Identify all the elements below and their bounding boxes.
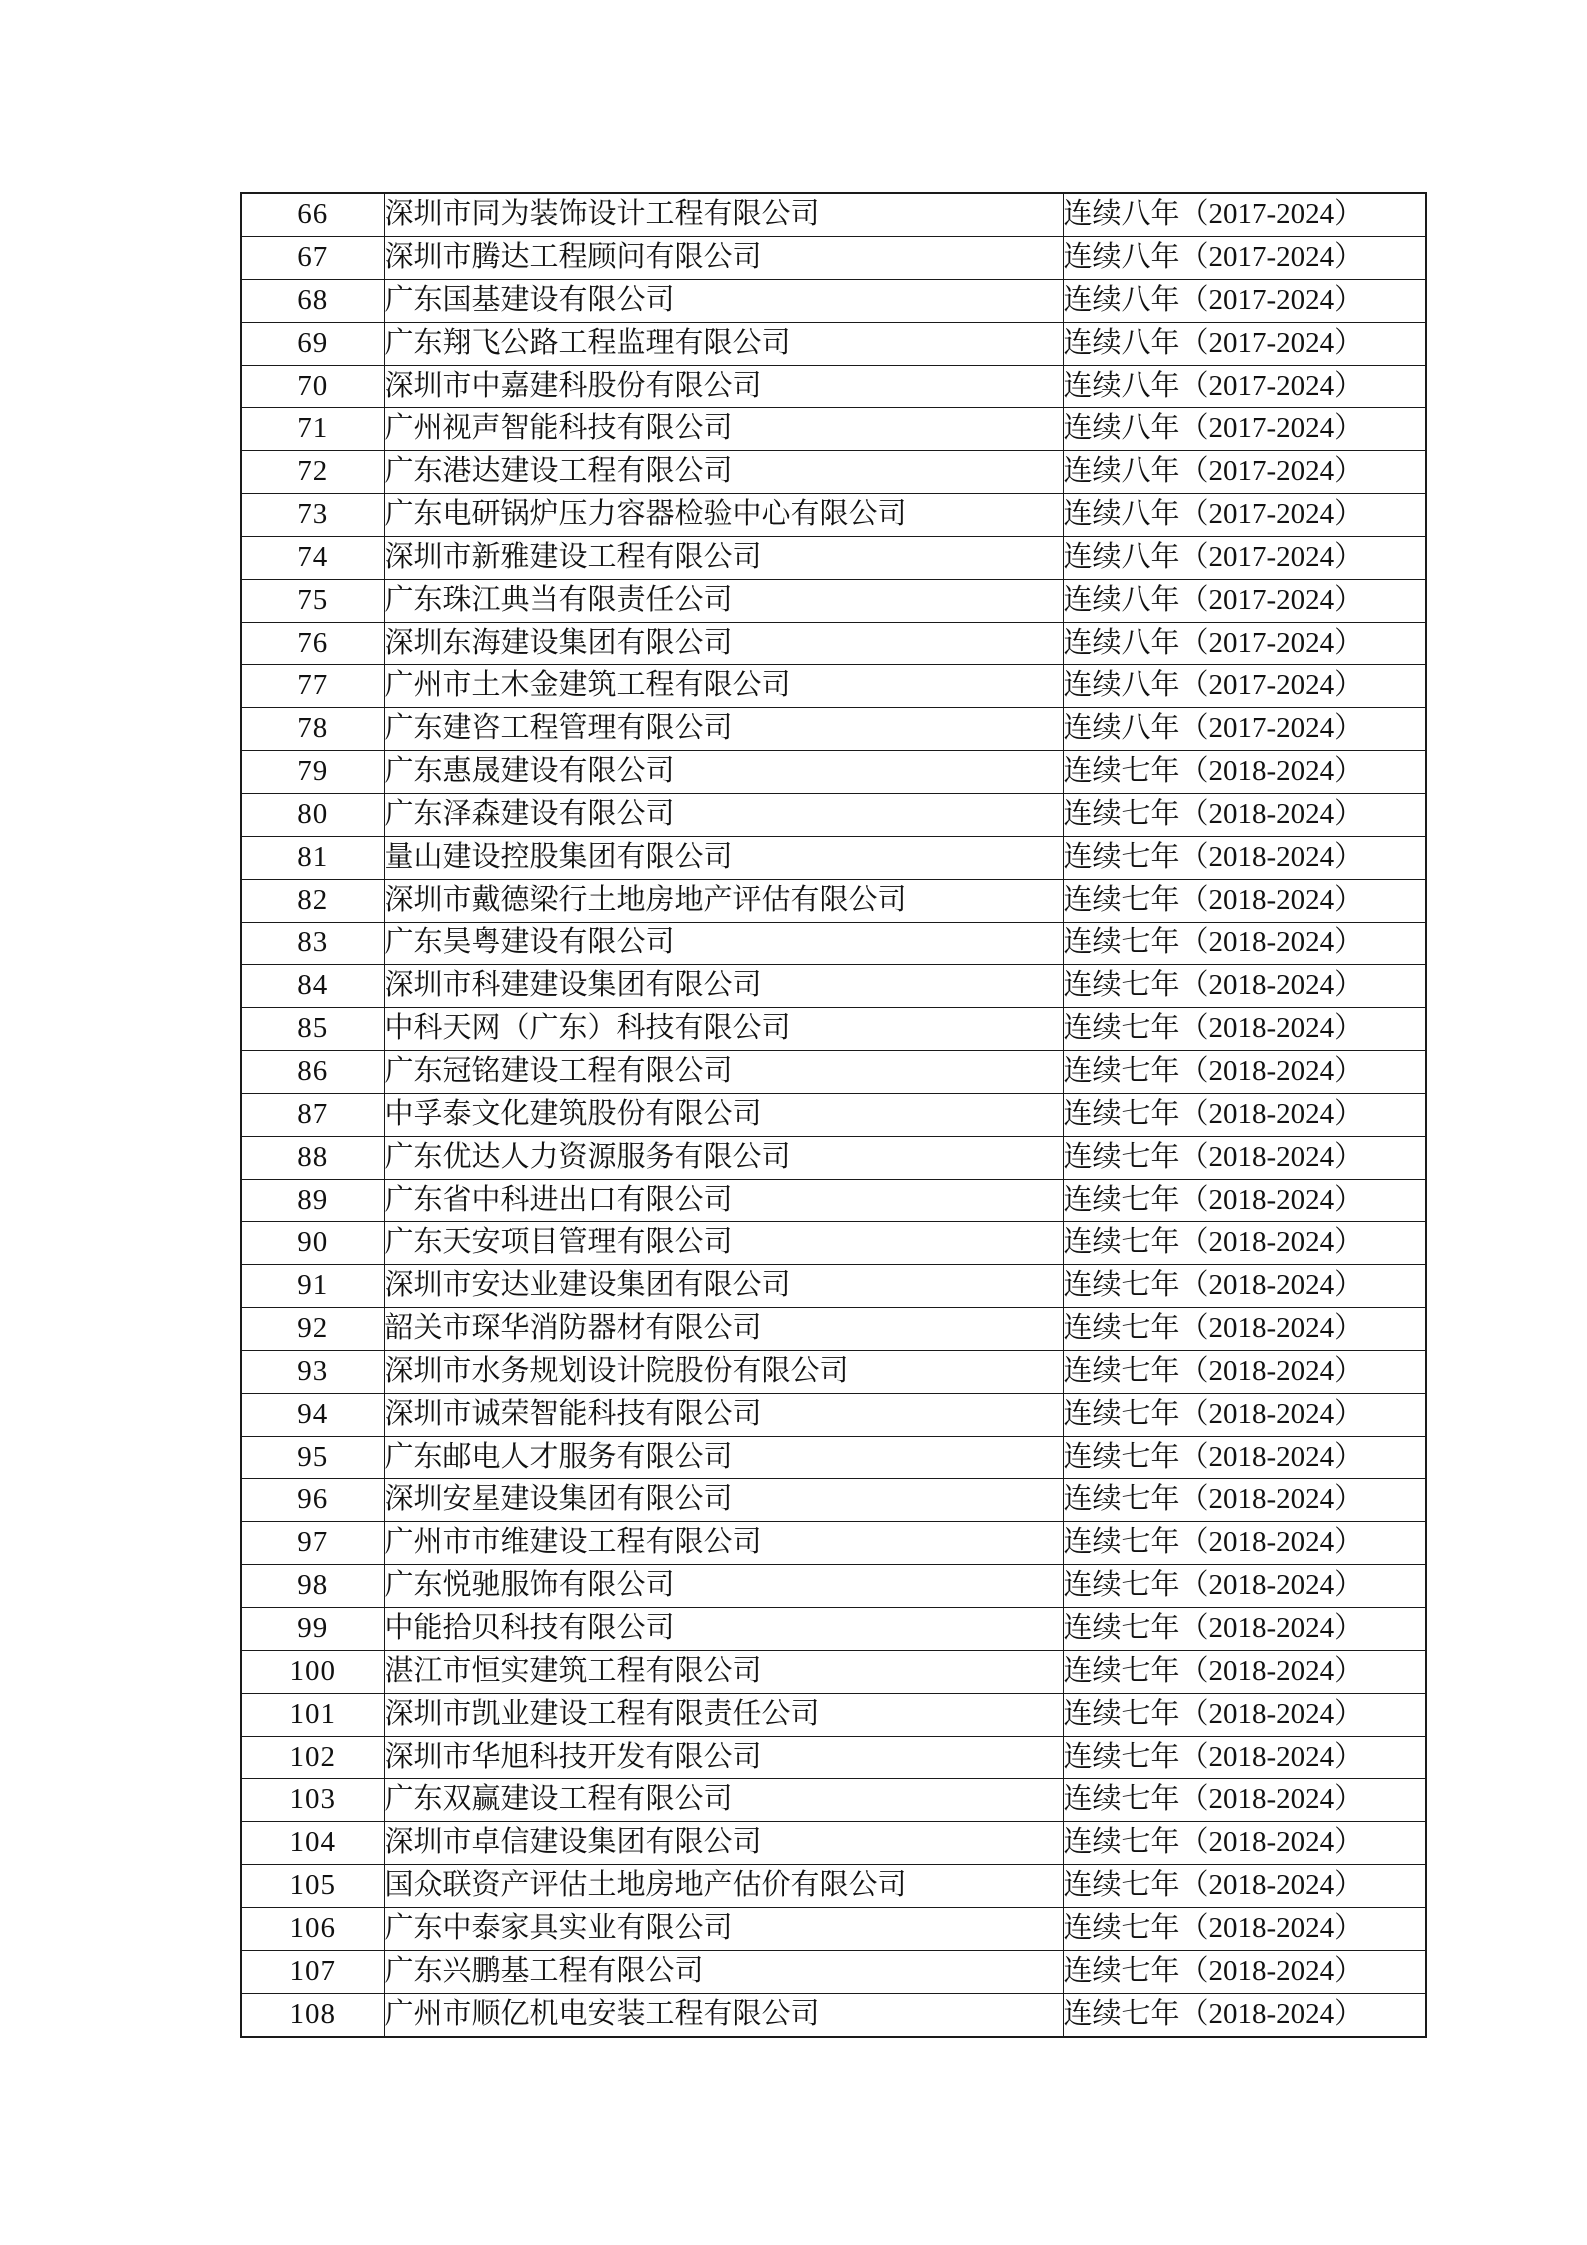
cell-row-number: 68 [241,279,384,322]
cell-company-name: 中科天网（广东）科技有限公司 [384,1008,1063,1051]
cell-company-name: 广东省中科进出口有限公司 [384,1179,1063,1222]
cell-company-name: 深圳市华旭科技开发有限公司 [384,1736,1063,1779]
cell-company-name: 广东惠晟建设有限公司 [384,751,1063,794]
cell-consecutive-years: 连续七年（2018-2024） [1063,879,1426,922]
cell-consecutive-years: 连续七年（2018-2024） [1063,1051,1426,1094]
cell-company-name: 广东优达人力资源服务有限公司 [384,1136,1063,1179]
table-row [241,1736,1426,1779]
cell-consecutive-years: 连续七年（2018-2024） [1063,1779,1426,1822]
cell-row-number: 84 [241,965,384,1008]
cell-row-number: 76 [241,622,384,665]
cell-row-number: 100 [241,1650,384,1693]
table-row [241,322,1426,365]
table-row [241,237,1426,280]
cell-company-name: 广东港达建设工程有限公司 [384,451,1063,494]
cell-row-number: 85 [241,1008,384,1051]
cell-row-number: 74 [241,536,384,579]
cell-company-name: 深圳市诚荣智能科技有限公司 [384,1393,1063,1436]
cell-consecutive-years: 连续八年（2017-2024） [1063,322,1426,365]
cell-consecutive-years: 连续七年（2018-2024） [1063,1907,1426,1950]
cell-row-number: 80 [241,793,384,836]
table-row [241,1136,1426,1179]
table-row [241,1222,1426,1265]
table-row [241,1436,1426,1479]
cell-row-number: 86 [241,1051,384,1094]
table-row [241,1008,1426,1051]
cell-row-number: 77 [241,665,384,708]
cell-consecutive-years: 连续八年（2017-2024） [1063,279,1426,322]
cell-company-name: 广东中泰家具实业有限公司 [384,1907,1063,1950]
company-table [240,192,1427,2038]
table-row [241,579,1426,622]
cell-consecutive-years: 连续七年（2018-2024） [1063,1693,1426,1736]
cell-consecutive-years: 连续七年（2018-2024） [1063,1565,1426,1608]
cell-consecutive-years: 连续七年（2018-2024） [1063,1608,1426,1651]
table-row [241,1907,1426,1950]
cell-consecutive-years: 连续七年（2018-2024） [1063,1822,1426,1865]
cell-company-name: 湛江市恒实建筑工程有限公司 [384,1650,1063,1693]
table-row [241,193,1426,237]
cell-row-number: 103 [241,1779,384,1822]
cell-consecutive-years: 连续七年（2018-2024） [1063,1865,1426,1908]
cell-company-name: 广东国基建设有限公司 [384,279,1063,322]
cell-row-number: 106 [241,1907,384,1950]
cell-consecutive-years: 连续七年（2018-2024） [1063,1222,1426,1265]
cell-company-name: 广东建咨工程管理有限公司 [384,708,1063,751]
cell-company-name: 国众联资产评估土地房地产估价有限公司 [384,1865,1063,1908]
cell-row-number: 105 [241,1865,384,1908]
cell-row-number: 95 [241,1436,384,1479]
cell-company-name: 深圳市戴德梁行土地房地产评估有限公司 [384,879,1063,922]
cell-consecutive-years: 连续八年（2017-2024） [1063,579,1426,622]
table-row [241,836,1426,879]
cell-row-number: 71 [241,408,384,451]
cell-consecutive-years: 连续七年（2018-2024） [1063,1350,1426,1393]
cell-row-number: 70 [241,365,384,408]
cell-row-number: 108 [241,1993,384,2037]
table-row [241,1265,1426,1308]
cell-row-number: 89 [241,1179,384,1222]
table-row [241,494,1426,537]
cell-consecutive-years: 连续七年（2018-2024） [1063,1522,1426,1565]
cell-company-name: 深圳东海建设集团有限公司 [384,622,1063,665]
cell-company-name: 深圳市水务规划设计院股份有限公司 [384,1350,1063,1393]
table-row [241,665,1426,708]
cell-row-number: 83 [241,922,384,965]
cell-company-name: 深圳市卓信建设集团有限公司 [384,1822,1063,1865]
cell-row-number: 82 [241,879,384,922]
table-row [241,1993,1426,2037]
cell-row-number: 98 [241,1565,384,1608]
table-row [241,536,1426,579]
table-row [241,451,1426,494]
cell-consecutive-years: 连续七年（2018-2024） [1063,1479,1426,1522]
cell-company-name: 广东珠江典当有限责任公司 [384,579,1063,622]
cell-row-number: 102 [241,1736,384,1779]
table-row [241,1608,1426,1651]
cell-row-number: 94 [241,1393,384,1436]
cell-company-name: 深圳市科建建设集团有限公司 [384,965,1063,1008]
cell-row-number: 66 [241,193,384,237]
table-row [241,1308,1426,1351]
cell-company-name: 广东冠铭建设工程有限公司 [384,1051,1063,1094]
cell-consecutive-years: 连续七年（2018-2024） [1063,1008,1426,1051]
cell-row-number: 69 [241,322,384,365]
table-row [241,1693,1426,1736]
cell-consecutive-years: 连续八年（2017-2024） [1063,365,1426,408]
cell-consecutive-years: 连续七年（2018-2024） [1063,1136,1426,1179]
cell-company-name: 广州视声智能科技有限公司 [384,408,1063,451]
cell-company-name: 深圳市安达业建设集团有限公司 [384,1265,1063,1308]
cell-row-number: 92 [241,1308,384,1351]
cell-company-name: 深圳市中嘉建科股份有限公司 [384,365,1063,408]
cell-company-name: 广东双赢建设工程有限公司 [384,1779,1063,1822]
cell-company-name: 广东邮电人才服务有限公司 [384,1436,1063,1479]
cell-row-number: 72 [241,451,384,494]
cell-company-name: 深圳市凯业建设工程有限责任公司 [384,1693,1063,1736]
cell-row-number: 81 [241,836,384,879]
table-row [241,1779,1426,1822]
table-row [241,365,1426,408]
cell-consecutive-years: 连续七年（2018-2024） [1063,1308,1426,1351]
cell-row-number: 91 [241,1265,384,1308]
cell-consecutive-years: 连续八年（2017-2024） [1063,708,1426,751]
table-row [241,1822,1426,1865]
cell-consecutive-years: 连续八年（2017-2024） [1063,408,1426,451]
cell-company-name: 广州市市维建设工程有限公司 [384,1522,1063,1565]
cell-row-number: 67 [241,237,384,280]
cell-consecutive-years: 连续七年（2018-2024） [1063,965,1426,1008]
cell-consecutive-years: 连续七年（2018-2024） [1063,1093,1426,1136]
cell-company-name: 深圳市腾达工程顾问有限公司 [384,237,1063,280]
cell-company-name: 广州市土木金建筑工程有限公司 [384,665,1063,708]
cell-consecutive-years: 连续七年（2018-2024） [1063,751,1426,794]
table-row [241,279,1426,322]
cell-company-name: 深圳安星建设集团有限公司 [384,1479,1063,1522]
cell-row-number: 96 [241,1479,384,1522]
cell-consecutive-years: 连续八年（2017-2024） [1063,451,1426,494]
cell-consecutive-years: 连续七年（2018-2024） [1063,1993,1426,2037]
cell-consecutive-years: 连续八年（2017-2024） [1063,193,1426,237]
cell-row-number: 97 [241,1522,384,1565]
table-row [241,1522,1426,1565]
table-row [241,622,1426,665]
cell-company-name: 广东悦驰服饰有限公司 [384,1565,1063,1608]
cell-company-name: 量山建设控股集团有限公司 [384,836,1063,879]
cell-row-number: 104 [241,1822,384,1865]
table-row [241,1350,1426,1393]
cell-consecutive-years: 连续八年（2017-2024） [1063,665,1426,708]
cell-consecutive-years: 连续七年（2018-2024） [1063,1393,1426,1436]
cell-company-name: 广州市顺亿机电安装工程有限公司 [384,1993,1063,2037]
table-row [241,1051,1426,1094]
cell-row-number: 78 [241,708,384,751]
cell-company-name: 广东兴鹏基工程有限公司 [384,1950,1063,1993]
table-row [241,793,1426,836]
cell-company-name: 广东电研锅炉压力容器检验中心有限公司 [384,494,1063,537]
cell-row-number: 90 [241,1222,384,1265]
table-row [241,708,1426,751]
cell-row-number: 101 [241,1693,384,1736]
cell-consecutive-years: 连续七年（2018-2024） [1063,1736,1426,1779]
cell-row-number: 99 [241,1608,384,1651]
cell-consecutive-years: 连续七年（2018-2024） [1063,793,1426,836]
cell-row-number: 88 [241,1136,384,1179]
cell-consecutive-years: 连续七年（2018-2024） [1063,836,1426,879]
table-row [241,1565,1426,1608]
cell-company-name: 中能拾贝科技有限公司 [384,1608,1063,1651]
cell-consecutive-years: 连续八年（2017-2024） [1063,622,1426,665]
table-row [241,922,1426,965]
cell-company-name: 广东天安项目管理有限公司 [384,1222,1063,1265]
table-row [241,965,1426,1008]
cell-consecutive-years: 连续七年（2018-2024） [1063,1436,1426,1479]
table-row [241,1950,1426,1993]
table-row [241,1393,1426,1436]
table-row [241,1093,1426,1136]
table-row [241,1865,1426,1908]
table-row [241,1650,1426,1693]
cell-row-number: 87 [241,1093,384,1136]
cell-row-number: 79 [241,751,384,794]
table-row [241,1479,1426,1522]
company-table-body [241,193,1426,2037]
cell-consecutive-years: 连续七年（2018-2024） [1063,1179,1426,1222]
cell-consecutive-years: 连续七年（2018-2024） [1063,1650,1426,1693]
cell-consecutive-years: 连续七年（2018-2024） [1063,1265,1426,1308]
cell-company-name: 韶关市琛华消防器材有限公司 [384,1308,1063,1351]
cell-company-name: 广东翔飞公路工程监理有限公司 [384,322,1063,365]
cell-company-name: 广东昊粤建设有限公司 [384,922,1063,965]
table-row [241,879,1426,922]
cell-row-number: 75 [241,579,384,622]
cell-row-number: 107 [241,1950,384,1993]
table-row [241,751,1426,794]
cell-consecutive-years: 连续七年（2018-2024） [1063,1950,1426,1993]
table-row [241,1179,1426,1222]
cell-company-name: 中孚泰文化建筑股份有限公司 [384,1093,1063,1136]
cell-consecutive-years: 连续七年（2018-2024） [1063,922,1426,965]
cell-company-name: 深圳市新雅建设工程有限公司 [384,536,1063,579]
cell-consecutive-years: 连续八年（2017-2024） [1063,237,1426,280]
table-row [241,408,1426,451]
cell-row-number: 93 [241,1350,384,1393]
cell-company-name: 广东泽森建设有限公司 [384,793,1063,836]
cell-consecutive-years: 连续八年（2017-2024） [1063,494,1426,537]
cell-row-number: 73 [241,494,384,537]
cell-company-name: 深圳市同为装饰设计工程有限公司 [384,193,1063,237]
cell-consecutive-years: 连续八年（2017-2024） [1063,536,1426,579]
